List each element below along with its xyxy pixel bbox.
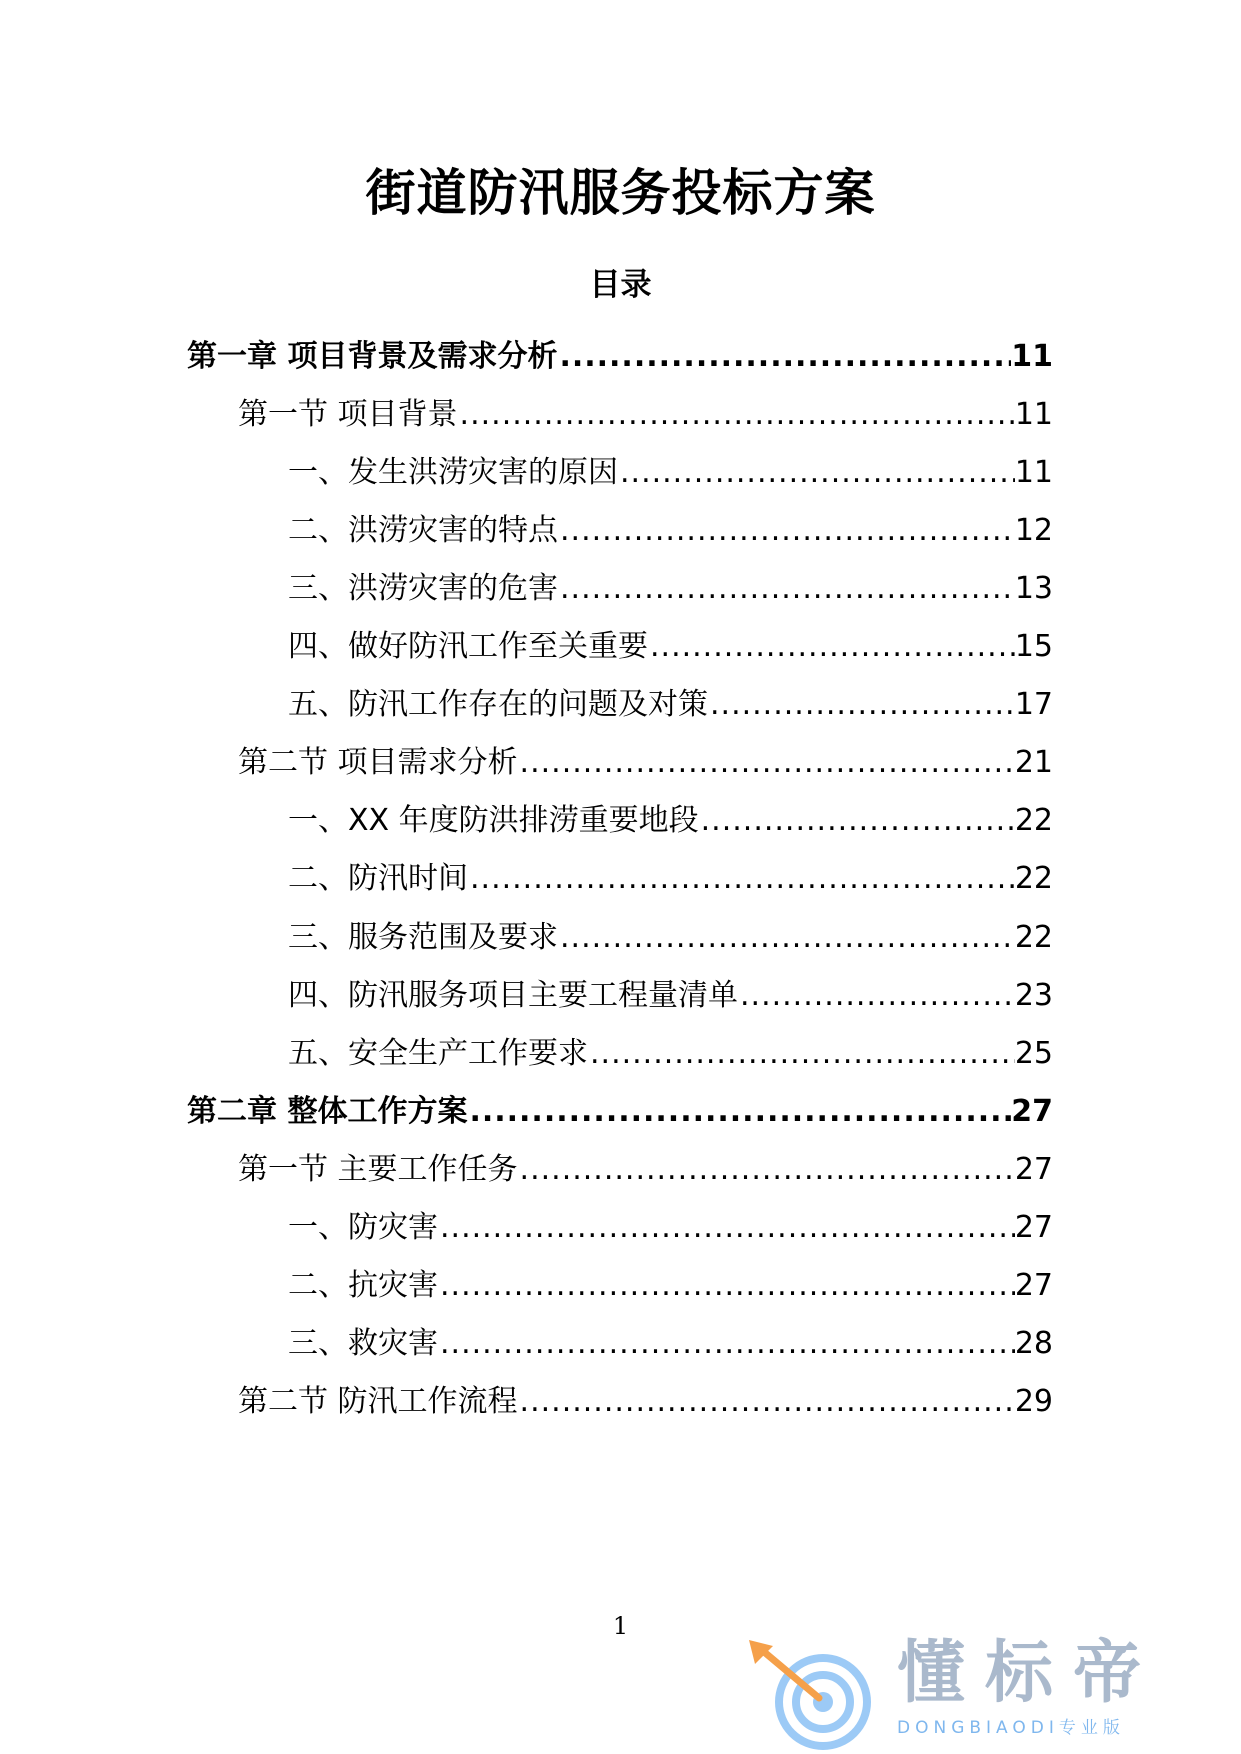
toc-entry-page: 13 <box>1014 570 1053 606</box>
toc-entry-page: 22 <box>1014 803 1053 839</box>
toc-entry[interactable] <box>288 795 1053 839</box>
toc-entry-page: 28 <box>1014 1326 1053 1362</box>
toc-entry[interactable] <box>288 1318 1053 1362</box>
toc-entry-page: 22 <box>1014 919 1053 955</box>
toc-entry[interactable] <box>288 621 1053 665</box>
toc-dot-leader <box>518 1385 1015 1420</box>
toc-entry[interactable] <box>288 1027 1053 1071</box>
toc-entry-title: 五、防汛工作存在的问题及对策 <box>288 687 708 723</box>
toc-entry-title: 第二节 项目需求分析 <box>238 745 518 781</box>
toc-entry[interactable] <box>288 1260 1053 1304</box>
toc-entry-page: 15 <box>1014 629 1053 664</box>
toc-dot-leader <box>699 804 1015 839</box>
toc-entry[interactable] <box>187 1085 1053 1129</box>
toc-entry-page: 27 <box>1014 1210 1053 1245</box>
toc-entry-page: 17 <box>1014 687 1053 723</box>
toc-dot-leader <box>708 688 1015 723</box>
toc-entry-page: 27 <box>1014 1268 1053 1304</box>
target-arrow-icon <box>745 1640 885 1750</box>
toc-entry-title: 三、服务范围及要求 <box>288 919 558 955</box>
toc-dot-leader <box>558 514 1015 549</box>
toc-dot-leader <box>648 630 1015 665</box>
toc-entry-title: 三、洪涝灾害的危害 <box>288 570 558 606</box>
toc-entry-page: 25 <box>1014 1035 1053 1071</box>
toc-entry-page: 11 <box>1014 396 1053 432</box>
toc-entry-page: 27 <box>1014 1151 1053 1187</box>
toc-entry-page: 29 <box>1014 1384 1053 1420</box>
toc-dot-leader <box>438 1211 1015 1246</box>
toc-dot-leader <box>438 1269 1015 1304</box>
toc-entry-page: 11 <box>1011 338 1053 374</box>
toc-entry-page: 23 <box>1014 977 1053 1013</box>
toc-entry-page: 12 <box>1014 512 1053 548</box>
toc-entry-title: 二、抗灾害 <box>288 1268 438 1304</box>
toc-dot-leader <box>557 340 1011 375</box>
toc-entry-title: 第一节 项目背景 <box>238 396 458 432</box>
toc-dot-leader <box>588 1037 1015 1072</box>
watermark-brand: 懂标帝 <box>897 1634 1162 1713</box>
toc-entry-title: 一、XX 年度防洪排涝重要地段 <box>288 803 699 839</box>
toc-dot-leader <box>468 862 1015 897</box>
toc-entry-title: 二、防汛时间 <box>288 861 468 897</box>
toc-entry[interactable] <box>288 504 1053 548</box>
toc-entry-title: 一、防灾害 <box>288 1210 438 1245</box>
toc-dot-leader <box>438 1327 1015 1362</box>
toc-entry-title: 第一章 项目背景及需求分析 <box>187 338 558 374</box>
toc-entry[interactable] <box>288 911 1053 955</box>
toc-entry[interactable] <box>238 1143 1053 1187</box>
toc-entry-title: 第一节 主要工作任务 <box>238 1151 518 1187</box>
toc-dot-leader <box>738 979 1015 1014</box>
toc-dot-leader <box>518 1153 1015 1188</box>
toc-entry[interactable] <box>288 969 1053 1013</box>
toc-dot-leader <box>518 746 1015 781</box>
watermark <box>745 1634 1235 1750</box>
toc-entry[interactable] <box>288 853 1053 897</box>
toc-dot-leader <box>467 1095 1011 1130</box>
page-number: 1 <box>612 1612 629 1640</box>
toc-entry-title: 二、洪涝灾害的特点 <box>288 512 558 548</box>
toc-entry[interactable] <box>238 1376 1053 1420</box>
toc-entry[interactable] <box>238 737 1053 781</box>
toc-entry-title: 第二节 防汛工作流程 <box>238 1384 518 1420</box>
toc-entry-title: 第二章 整体工作方案 <box>187 1093 468 1129</box>
toc-dot-leader <box>558 921 1015 956</box>
toc-entry-page: 11 <box>1014 454 1053 490</box>
toc-entry[interactable] <box>288 446 1053 490</box>
toc-entry-title: 四、做好防汛工作至关重要 <box>288 629 648 664</box>
toc-entry[interactable] <box>288 1202 1053 1246</box>
toc-entry[interactable] <box>238 388 1053 432</box>
toc-entry-title: 五、安全生产工作要求 <box>288 1035 588 1071</box>
toc-entry-page: 22 <box>1014 861 1053 897</box>
toc-dot-leader <box>458 398 1015 433</box>
toc-heading: 目录 <box>589 267 652 303</box>
toc-entry-title: 三、救灾害 <box>288 1326 438 1362</box>
toc-dot-leader <box>618 456 1015 491</box>
watermark-subtitle: DONGBIAODI专业版 <box>897 1718 1125 1738</box>
toc-entry-page: 27 <box>1011 1093 1053 1129</box>
toc-dot-leader <box>558 572 1015 607</box>
toc-entry[interactable] <box>288 679 1053 723</box>
toc-entry[interactable] <box>187 330 1053 374</box>
toc-entry-page: 21 <box>1014 745 1053 781</box>
toc-entry-title: 一、发生洪涝灾害的原因 <box>288 454 618 490</box>
toc-entry-title: 四、防汛服务项目主要工程量清单 <box>288 977 738 1013</box>
toc-entry[interactable] <box>288 562 1053 606</box>
document-title: 街道防汛服务投标方案 <box>365 164 876 222</box>
